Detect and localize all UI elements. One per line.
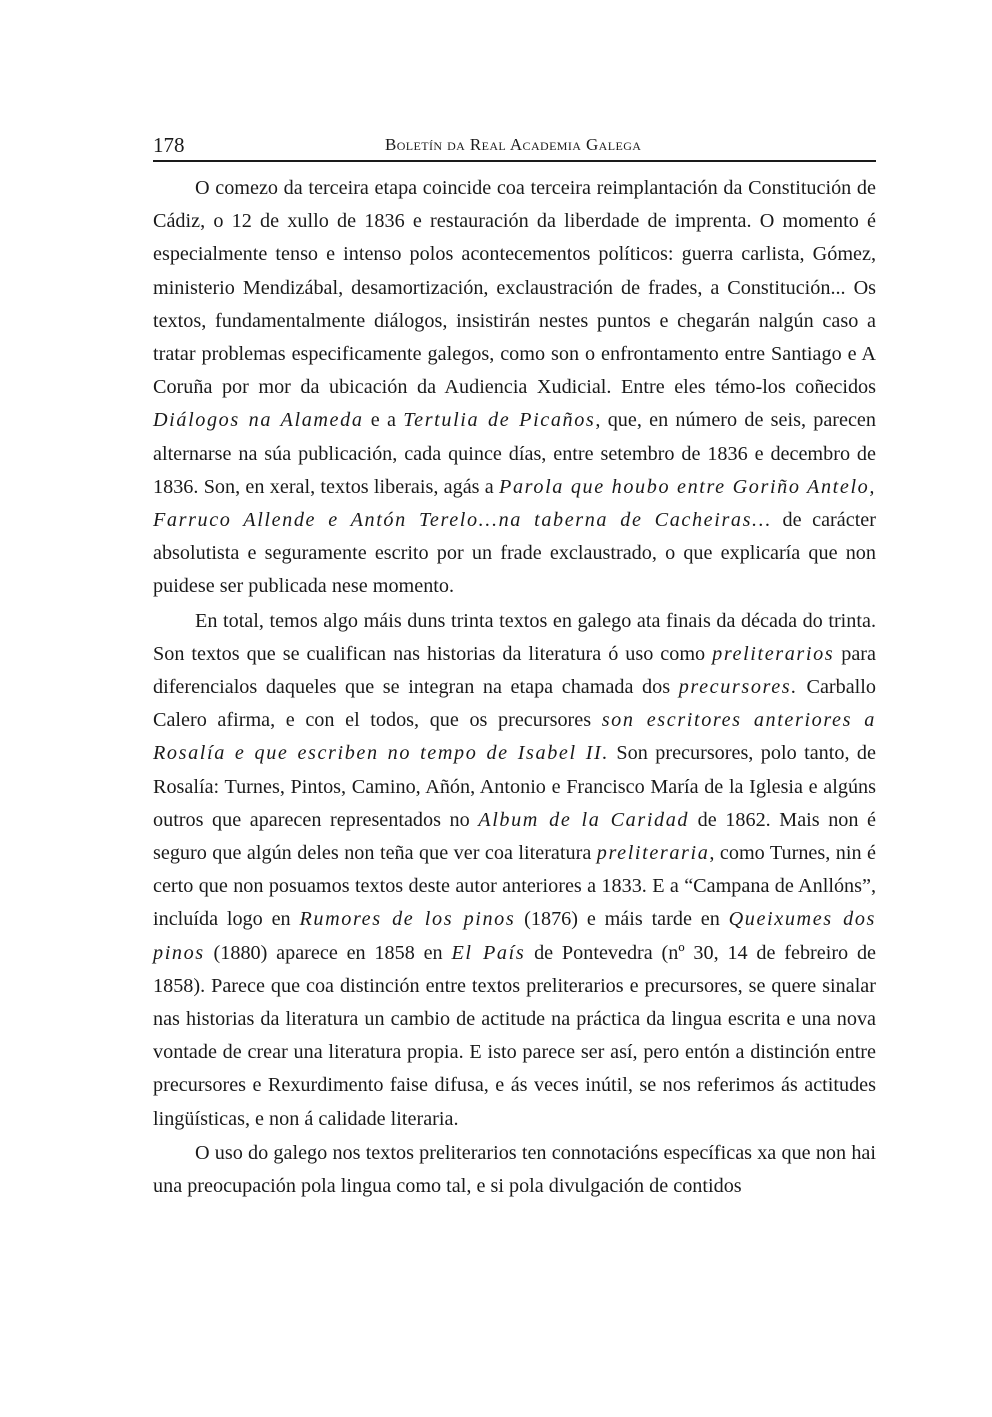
text-span: Son precursores, polo tanto, de Rosalía: Turnes, Pintos, Camino, Añón, Antonio e Francisco María de la Iglesia e algúns outros que aparecen representados no [153,742,876,831]
italic-title-span: preliterarios [712,642,835,665]
italic-title-span: Queixumes dos pinos [153,908,876,964]
text-span: O comezo da terceira etapa coincide coa terceira reimplantación da Constitución de Cádiz, o 12 de xullo de 1836 e restauración da liberdade de imprenta. O momento é especialmente tenso e intenso polos acontecementos políticos: guerra carlista, Gómez, ministerio Mendizábal, desamortización, exclaustración de frades, a Constitución... Os textos, fundamentalmente diálogos, insistirán nestes puntos e chegarán nalgún caso a tratar problemas especificamente galegos, como son o enfrontamento entre Santiago e A Coruña por mor da ubicación da Audiencia Xudicial. Entre eles témo-los coñecidos [153,177,876,399]
italic-title-span: Rumores de los pinos [299,908,516,931]
page-number: 178 [153,133,185,157]
text-span: e a [363,409,404,432]
body-text [153,172,876,1204]
italic-title-span: son escritores anteriores a Rosalía e que escriben no tempo de Isabel II. [153,709,876,765]
italic-title-span: Diálogos na Alameda [153,409,364,432]
text-span: de carácter absolutista e seguramente escrito por un frade exclaustrado, o que explicaría que non puidese ser publicada nese momento. [153,509,876,598]
text-span: O uso do galego nos textos preliterarios ten connotacións específicas xa que non hai una preocupación pola lingua como tal, e si pola divulgación de contidos [153,1141,876,1198]
paragraph-3 [153,1137,876,1203]
italic-title-span: Parola que houbo entre Goriño Antelo, Farruco Allende e Antón Terelo...na taberna de Cacheiras... [153,475,876,532]
italic-title-span: El País [451,941,526,964]
text-span: Carballo Calero afirma, e con el todos, que os precursores [153,676,876,732]
text-span: (1880) aparece en 1858 en [204,941,452,964]
paragraph-2 [153,605,876,1136]
italic-title-span: precursores. [678,676,798,699]
text-span: , que, en número de seis, parecen alternarse na súa publicación, cada quince días, entre setembro de 1836 e decembro de 1836. Son, en xeral, textos liberais, agás a [153,409,876,498]
text-span: (1876) e máis tarde en [515,908,729,931]
running-header [153,131,876,159]
text-span: para diferencialos daqueles que se integran na etapa chamada dos [153,642,876,699]
header-rule [153,160,876,162]
text-span: de Pontevedra (nº 30, 14 de febreiro de 1858). Parece que coa distinción entre textos preliterarios e precursores, se quere sinalar nas historias da literatura un cambio de actitude na práctica da lingua escrita e una nova vontade de crear una literatura propia. E isto parece ser así, pero entón a distinción entre precursores e Rexurdimento faise difusa, e ás veces inútil, se nos referimos ás actitudes lingüísticas, e non á calidade literaria. [153,941,877,1130]
text-span: En total, temos algo máis duns trinta textos en galego ata finais da década do trinta. Son textos que se cualifican nas historias da literatura ó uso como [153,609,876,665]
text-span: , como Turnes, nin é certo que non posuamos textos deste autor anteriores a 1833. E a “Campana de Anllóns”, incluída logo en [153,842,876,931]
italic-title-span: preliteraria [596,842,710,865]
text-span: de 1862. Mais non é seguro que algún deles non teña que ver coa literatura [153,808,876,865]
italic-title-span: Tertulia de Picaños [403,409,596,432]
running-title: Boletín da Real Academia Galega [385,135,642,154]
paragraph-1 [153,172,876,604]
italic-title-span: Album de la Caridad [478,808,690,831]
